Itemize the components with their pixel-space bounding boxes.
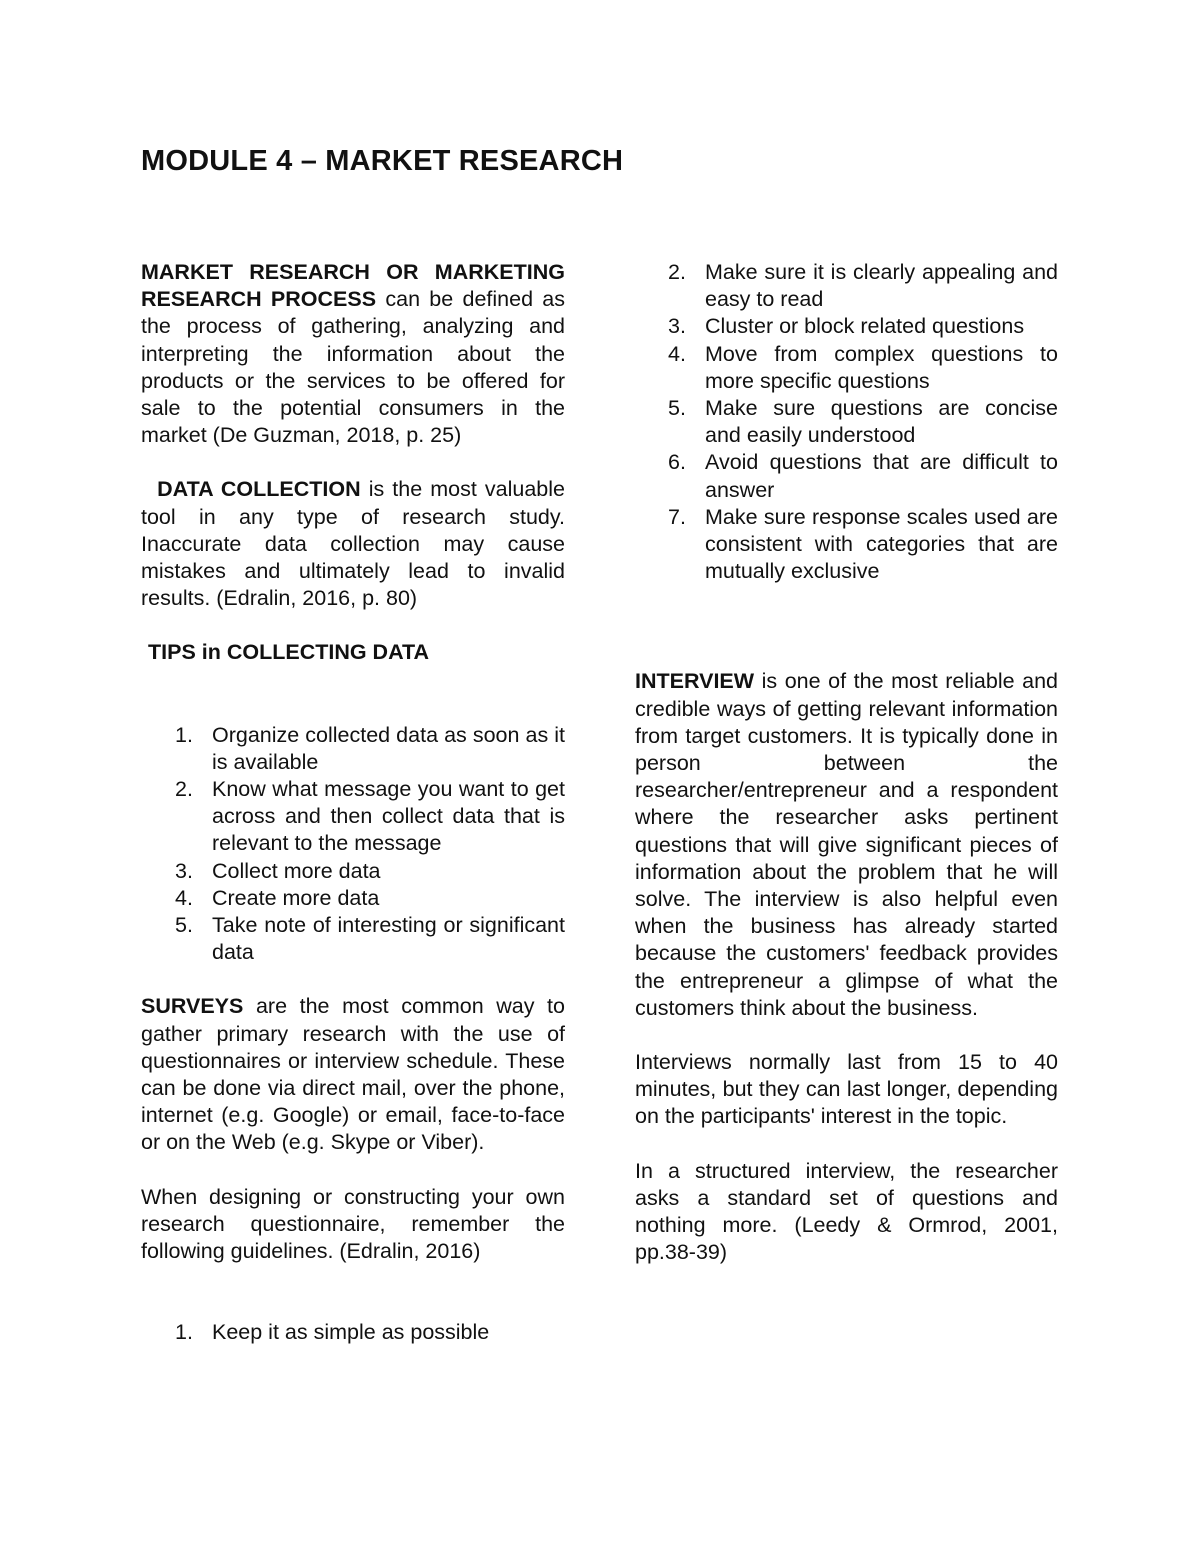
data-collection-body: is the most valuable tool in any type of research study. Inaccurate data collection may cause mistakes and ultimately lead to invalid results. (Edralin, 2016, p. 80) <box>141 477 565 611</box>
guidelines-list-start <box>141 1319 565 1346</box>
interview-duration: Interviews normally last from 15 to 40 minutes, but they can last longer, depending on the participants' interest in the topic. <box>635 1050 1058 1129</box>
list-text: Avoid questions that are difficult to answer <box>705 450 1058 502</box>
guidelines-intro: When designing or constructing your own research questionnaire, remember the following guidelines. (Edralin, 2016) <box>141 1184 565 1264</box>
list-text: Keep it as simple as possible <box>212 1320 490 1345</box>
surveys-body: are the most common way to gather primary research with the use of questionnaires or interview schedule. These can be done via direct mail, over the phone, internet (e.g. Google) or email, face-to-face or on the Web (e.g. Skype or Viber). <box>141 994 565 1155</box>
list-number: 2. <box>175 777 193 802</box>
market-research-definition <box>141 259 565 449</box>
surveys-definition <box>141 993 565 1156</box>
structured-interview: In a structured interview, the researcher asks a standard set of questions and nothing more. (Leedy & Ormrod, 2001, pp.38-39) <box>635 1158 1058 1265</box>
list-text: Take note of interesting or significant data <box>212 913 565 965</box>
left-column <box>141 259 565 1347</box>
list-item <box>141 885 565 912</box>
list-text: Know what message you want to get across and then collect data that is relevant to the message <box>212 777 565 856</box>
tips-list <box>141 722 565 967</box>
list-text: Organize collected data as soon as it is available <box>212 722 565 774</box>
list-item <box>635 259 1058 313</box>
list-item <box>141 722 565 776</box>
guidelines-list-continued <box>635 259 1058 585</box>
list-item <box>635 504 1058 586</box>
list-item <box>635 313 1058 340</box>
list-item <box>141 912 565 966</box>
list-item <box>635 341 1058 395</box>
list-item <box>141 858 565 885</box>
list-text: Make sure response scales used are consistent with categories that are mutually exclusive <box>705 504 1058 584</box>
list-text: Create more data <box>212 885 380 910</box>
list-number: 2. <box>668 260 686 284</box>
list-number: 6. <box>668 450 686 475</box>
interview-definition <box>635 668 1058 1022</box>
list-item <box>635 449 1058 503</box>
list-item <box>141 776 565 858</box>
interview-body: is one of the most reliable and credible ways of getting relevant information from target customers. It is typically done in person between the researcher/entrepreneur and a respondent where the researcher asks pertinent questions that will give significant pieces of information about the problem that he will solve. The interview is also helpful even when the business has already started because the customers' feedback provides the entrepreneur a glimpse of what the customers think about the business. <box>635 669 1058 1020</box>
list-text: Move from complex questions to more specific questions <box>705 341 1058 393</box>
list-number: 5. <box>175 913 193 938</box>
list-number: 1. <box>175 722 193 747</box>
interview-term: INTERVIEW <box>635 669 755 694</box>
list-item <box>635 395 1058 449</box>
list-number: 4. <box>175 885 193 910</box>
list-text: Cluster or block related questions <box>705 314 1025 339</box>
list-number: 5. <box>668 396 686 421</box>
market-research-term: MARKET RESEARCH OR MARKETING RESEARCH PROCESS <box>141 260 565 312</box>
list-text: Make sure it is clearly appealing and easy to read <box>705 260 1058 312</box>
page-title: MODULE 4 – MARKET RESEARCH <box>141 145 624 177</box>
data-collection-definition <box>141 476 565 612</box>
list-item <box>141 1319 565 1346</box>
right-column <box>635 259 1058 1267</box>
tips-heading: TIPS in COLLECTING DATA <box>148 640 430 665</box>
market-research-body: can be defined as the process of gathering, analyzing and interpreting the information about the products or the services to be offered for sale to the potential consumers in the market (De Guzman, 2018, p. 25) <box>141 287 566 448</box>
list-text: Make sure questions are concise and easily understood <box>705 396 1058 448</box>
list-number: 3. <box>668 314 686 339</box>
list-number: 7. <box>668 504 686 529</box>
list-number: 3. <box>175 858 193 883</box>
surveys-term: SURVEYS <box>141 994 244 1019</box>
list-text: Collect more data <box>212 858 381 883</box>
list-number: 1. <box>175 1320 193 1345</box>
list-number: 4. <box>668 341 686 366</box>
data-collection-term: DATA COLLECTION <box>157 477 361 502</box>
